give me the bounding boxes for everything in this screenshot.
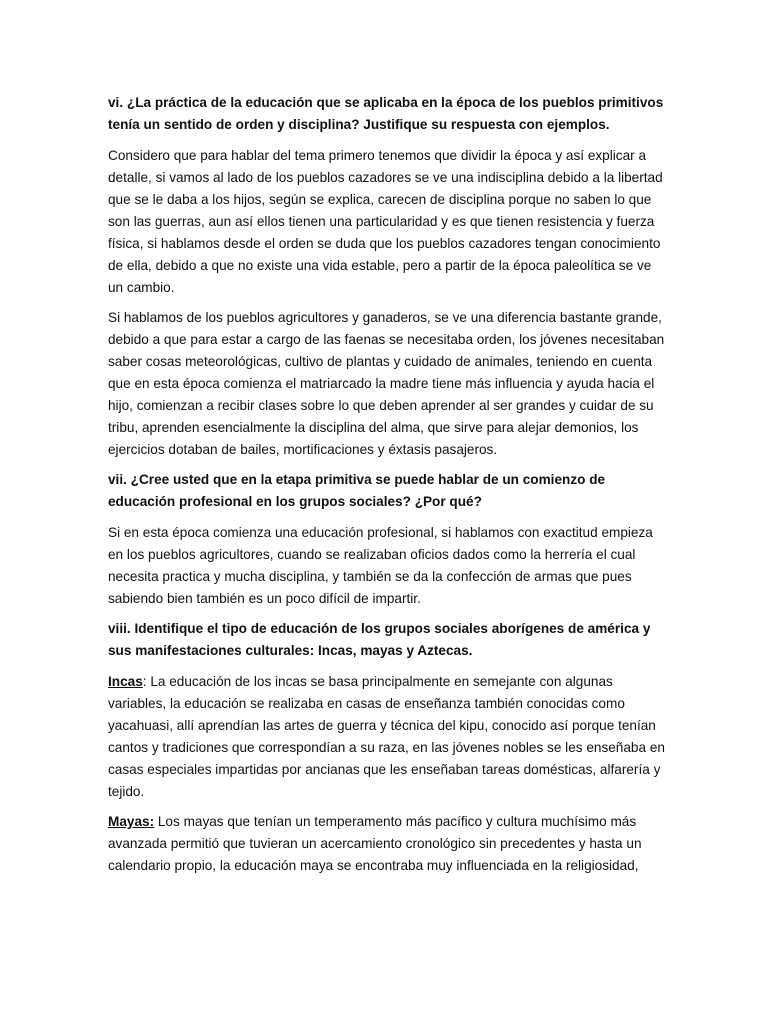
answer-paragraph-3: Si en esta época comienza una educación profesional, si hablamos con exactitud empieza en los pueblos agricultores, cuando se realizaban oficios dados como la herrería el cual necesita practica y mucha disciplina, y también se da la confección de armas que pues sabiendo bien también es un poco difícil de impartir.	[108, 525, 653, 606]
question-vi: vi. ¿La práctica de la educación que se aplicaba en la época de los pueblos primitivos tenía un sentido de orden y disciplina? Justifique su respuesta con ejemplos.	[108, 95, 664, 132]
question-viii: viii. Identifique el tipo de educación de los grupos sociales aborígenes de américa y sus manifestaciones culturales: Incas, mayas y Aztecas.	[108, 621, 651, 658]
mayas-label: Mayas:	[108, 814, 155, 829]
answer-paragraph-1: Considero que para hablar del tema primero tenemos que dividir la época y así explicar a detalle, si vamos al lado de los pueblos cazadores se ve una indisciplina debido a la libertad que se le daba a los hijos, según se explica, carecen de disciplina porque no saben lo que son las guerras, aun así ellos tienen una particularidad y es que tienen resistencia y fuerza física, si hablamos desde el orden se duda que los pueblos cazadores tengan conocimiento de ella, debido a que no existe una vida estable, pero a partir de la época paleolítica se ve un cambio.	[108, 148, 663, 295]
question-vii: vii. ¿Cree usted que en la etapa primitiva se puede hablar de un comienzo de educación profesional en los grupos sociales? ¿Por qué?	[108, 472, 606, 509]
answer-paragraph-2: Si hablamos de los pueblos agricultores y ganaderos, se ve una diferencia bastante grande, debido a que para estar a cargo de las faenas se necesitaba orden, los jóvenes necesitaban saber cosas meteorológicas, cultivo de plantas y cuidado de animales, teniendo en cuenta que en esta época comienza el matriarcado la madre tiene más influencia y ayuda hacia el hijo, comienzan a recibir clases sobre lo que deben aprender al ser grandes y cuidar de su tribu, aprenden esencialmente la disciplina del alma, que sirve para alejar demonios, los ejercicios dotaban de bailes, mortificaciones y éxtasis pasajeros.	[108, 310, 665, 457]
incas-text: : La educación de los incas se basa principalmente en semejante con algunas variables, la educación se realizaba en casas de enseñanza también conocidas como yacahuasi, allí aprendían las artes de guerra y técnica del kipu, conocido así porque tenían cantos y tradiciones que correspondían a su raza, en las jóvenes nobles se les enseñaba en casas especiales impartidas por ancianas que les enseñaban tareas domésticas, alfarería y tejido.	[108, 674, 665, 799]
mayas-text: Los mayas que tenían un temperamento más pacífico y cultura muchísimo más avanzada permitió que tuvieran un acercamiento cronológico sin precedentes y hasta un calendario propio, la educación maya se encontraba muy influenciada en la religiosidad,	[108, 814, 642, 873]
mayas-paragraph	[108, 811, 668, 877]
incas-label: Incas	[108, 674, 143, 689]
incas-paragraph	[108, 671, 668, 803]
document-page	[108, 92, 668, 885]
